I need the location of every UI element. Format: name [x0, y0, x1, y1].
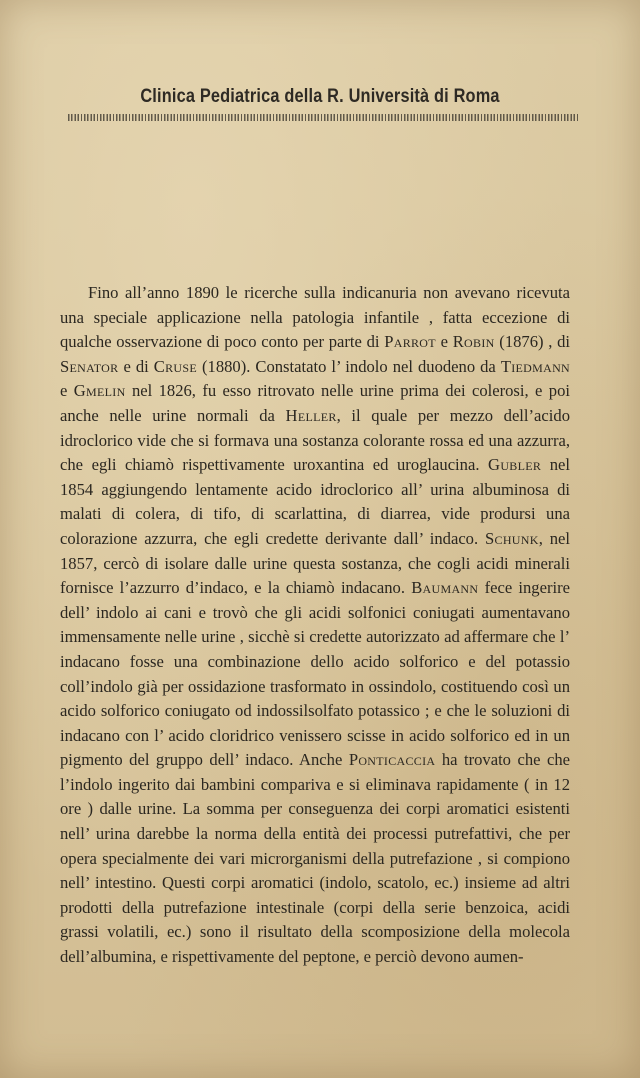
- author-name: Heller: [285, 405, 337, 425]
- body-paragraph: [60, 281, 570, 970]
- author-name: Parrot: [384, 332, 436, 352]
- text-run: ha trovato che che l’indolo ingerito dai bambini compariva e si eliminava rapidamente ( in 12 ore ) dalle urine. La somma per conseguenza dei corpi aromatici esistenti nell’ urina darebbe la norma della entità dei processi putrefattivi, che per opera specialmente dei vari microrganismi della putrefazione , si compiono nell’ intestino. Questi corpi aromatici (indolo, scatolo, ec.) insieme ad altri prodotti della putrefazione intestinale (corpi della serie benzoica, acidi grassi volatili, ec.) sono il risultato della scomposizione della molecola dell’albumina, e rispettivamente del peptone, e perciò devono aumen-: [60, 750, 570, 967]
- text-run: e di: [118, 356, 154, 376]
- author-name: Baumann: [411, 578, 479, 598]
- text-run: (1876) , di: [494, 332, 570, 352]
- text-run: , nel 1857, cercò di isolare dalle urine questa sostanza, che cogli acidi minerali fornisce l’azzurro d’indaco, e la chiamò indacano.: [60, 528, 570, 598]
- text-run: nel 1826, fu esso ritrovato nelle urine prima dei colerosi, e poi anche nelle urine normali da: [60, 381, 570, 425]
- author-name: Gubler: [488, 455, 542, 475]
- text-run: e: [435, 332, 453, 352]
- author-name: Robin: [452, 332, 495, 352]
- header-dotted-rule: [68, 114, 578, 121]
- text-run: nel 1854 aggiungendo lentamente acido idroclorico all’ urina albuminosa di malati di colera, di tifo, di scarlattina, di diarrea, vide prodursi una colorazione azzurra, che egli credette derivante dall’ indaco.: [60, 455, 571, 548]
- author-name: Cruse: [153, 356, 197, 376]
- text-run: e: [60, 381, 74, 401]
- text-run: Fino all’anno 1890 le ricerche sulla indicanuria non avevano ricevuta una speciale applicazione nella patologia infantile , fatta eccezione di qualche osservazione di poco conto per parte di: [60, 283, 570, 352]
- text-run: fece ingerire dell’ indolo ai cani e trovò che gli acidi solfonici coniugati aumentavano immensamente nelle urine , sicchè si credette autorizzato ad affermare che l’ indacano fosse una combinazione dello acido solforico e del potassio coll’indolo già per ossidazione trasformato in ossindolo, costituendo così un acido solforico coniugato od indossilsolfato potassico ; e che le soluzioni di indacano con l’ acido cloridrico venissero scisse in acido solforico ed in un pigmento del gruppo dell’ indaco. Anche: [60, 578, 570, 770]
- author-name: Ponticaccia: [348, 750, 436, 770]
- author-name: Tiedmann: [500, 356, 571, 376]
- text-run: (1880). Constatato l’ indolo nel duodeno da: [197, 356, 501, 376]
- running-header: Clinica Pediatrica della R. Università di Roma: [140, 86, 500, 107]
- author-name: Gmelin: [73, 381, 126, 401]
- author-name: Schunk: [485, 528, 539, 548]
- text-run: , il quale per mezzo dell’acido idroclorico vide che si formava una sostanza colorante rossa ed una azzurra, che egli chiamò rispettivamente uroxantina ed uroglaucina.: [60, 405, 570, 475]
- author-name: Senator: [60, 356, 119, 376]
